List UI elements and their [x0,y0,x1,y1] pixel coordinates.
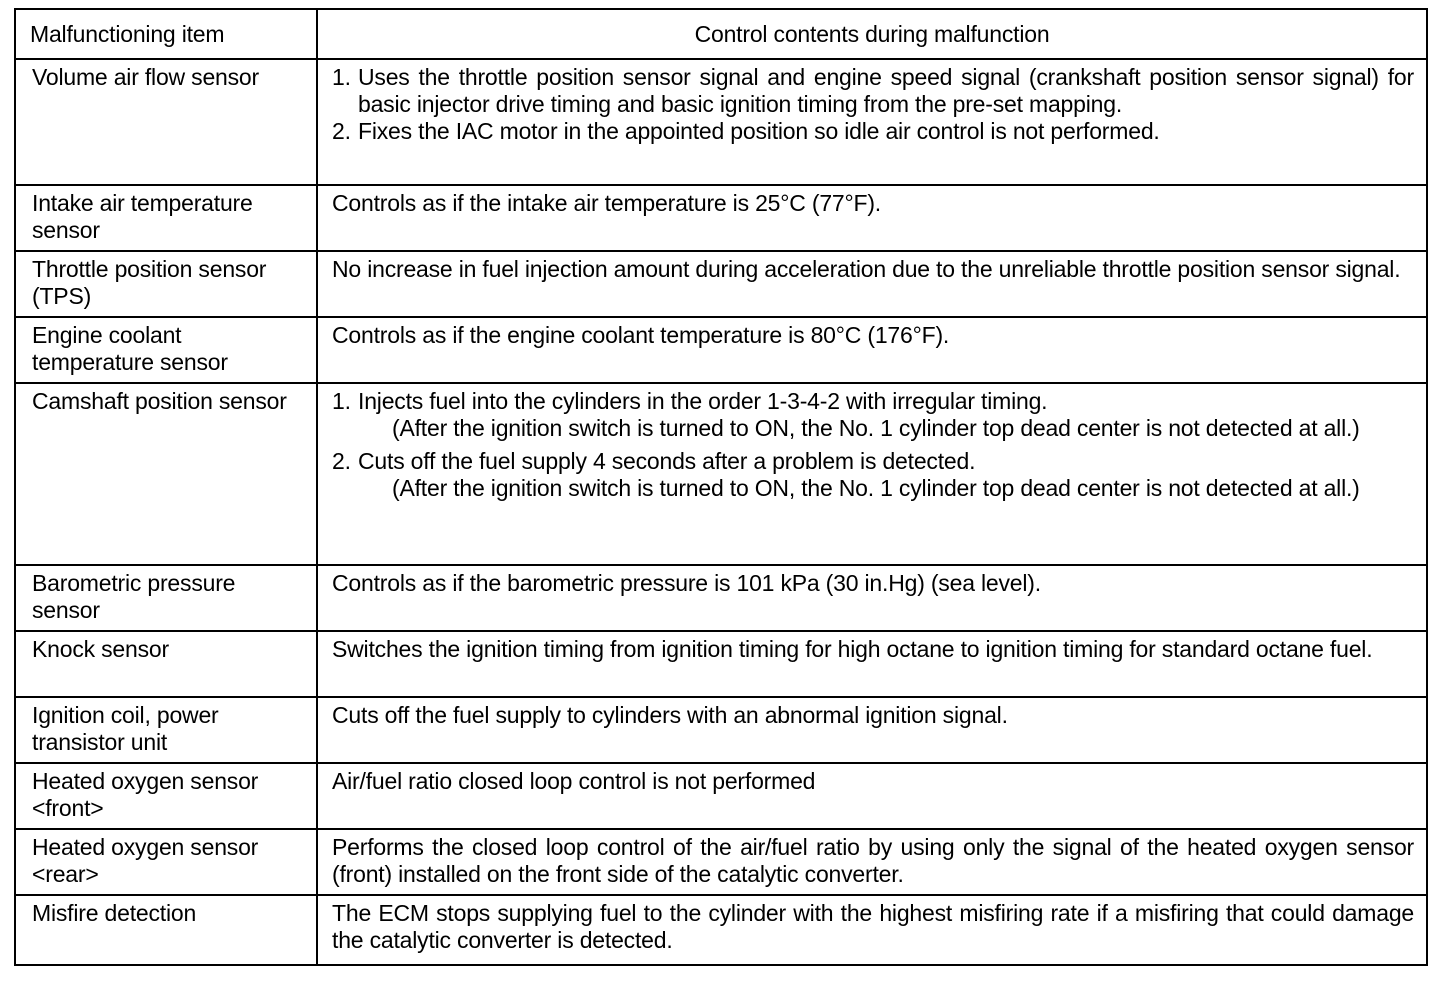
content-cell [317,383,1427,565]
table-row [15,185,1427,251]
content-list [332,388,1414,502]
item-cell: Misfire detection [15,895,317,965]
item-cell: Intake air temperature sensor [15,185,317,251]
table-header-row [15,9,1427,59]
malfunction-control-table-container [14,8,1426,966]
list-number: 1. [332,388,351,414]
list-number: 1. [332,64,351,90]
list-item [332,448,1414,502]
list-item [332,64,1414,118]
list-text: Uses the throttle position sensor signal and engine speed signal (crankshaft position sensor signal) for basic injector drive timing and basic ignition timing from the pre-set mapping. [358,64,1414,117]
item-cell: Knock sensor [15,631,317,697]
list-text: Injects fuel into the cylinders in the order 1-3-4-2 with irregular timing. [358,388,1048,414]
table-row [15,829,1427,895]
item-cell: Heated oxygen sensor <front> [15,763,317,829]
content-cell: Cuts off the fuel supply to cylinders with an abnormal ignition signal. [317,697,1427,763]
list-number: 2. [332,118,351,144]
table-row [15,631,1427,697]
table-row [15,763,1427,829]
header-control-contents: Control contents during malfunction [317,9,1427,59]
item-cell: Heated oxygen sensor <rear> [15,829,317,895]
list-number: 2. [332,448,351,474]
item-cell: Throttle position sensor (TPS) [15,251,317,317]
content-cell: Air/fuel ratio closed loop control is not performed [317,763,1427,829]
item-cell: Volume air flow sensor [15,59,317,185]
table-row [15,251,1427,317]
content-cell: Controls as if the intake air temperature is 25°C (77°F). [317,185,1427,251]
table-row [15,59,1427,185]
table-row [15,697,1427,763]
list-text: Fixes the IAC motor in the appointed position so idle air control is not performed. [358,118,1160,144]
content-cell: Switches the ignition timing from ignition timing for high octane to ignition timing for standard octane fuel. [317,631,1427,697]
table-row [15,383,1427,565]
list-text: Cuts off the fuel supply 4 seconds after a problem is detected. [358,448,976,474]
content-cell [317,59,1427,185]
item-cell: Barometric pressure sensor [15,565,317,631]
table-row [15,317,1427,383]
content-cell: Performs the closed loop control of the air/fuel ratio by using only the signal of the heated oxygen sensor (front) installed on the front side of the catalytic converter. [317,829,1427,895]
header-malfunctioning-item: Malfunctioning item [15,9,317,59]
item-cell: Ignition coil, power transistor unit [15,697,317,763]
content-list [332,64,1414,145]
content-cell: Controls as if the engine coolant temperature is 80°C (176°F). [317,317,1427,383]
content-cell: Controls as if the barometric pressure is 101 kPa (30 in.Hg) (sea level). [317,565,1427,631]
malfunction-control-table [14,8,1428,966]
list-item [332,388,1414,442]
content-cell: The ECM stops supplying fuel to the cylinder with the highest misfiring rate if a misfiring that could damage the catalytic converter is detected. [317,895,1427,965]
list-subnote: (After the ignition switch is turned to ON, the No. 1 cylinder top dead center is not detected at all.) [392,475,1360,501]
table-row [15,565,1427,631]
table-row [15,895,1427,965]
list-item [332,118,1414,145]
item-cell: Camshaft position sensor [15,383,317,565]
list-subnote: (After the ignition switch is turned to ON, the No. 1 cylinder top dead center is not detected at all.) [392,415,1360,441]
content-cell: No increase in fuel injection amount during acceleration due to the unreliable throttle position sensor signal. [317,251,1427,317]
item-cell: Engine coolant temperature sensor [15,317,317,383]
